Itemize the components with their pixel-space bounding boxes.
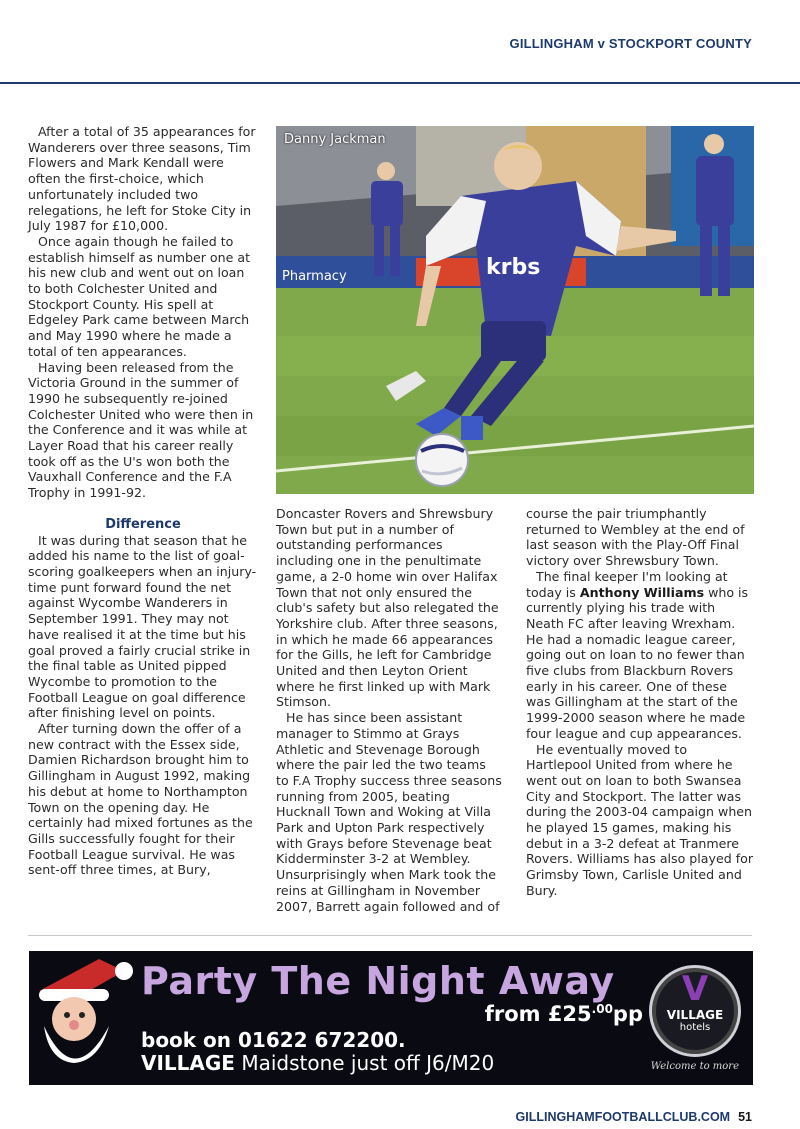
paragraph: Having been released from the Victoria Ground in the summer of 1990 he subsequently re-joined Colchester United who were then in the Conference and it was while at Layer Road that his career really took off as the U's won both the Vauxhall Conference and the F.A Trophy in 1991-92.	[28, 359, 254, 501]
price-pence: .00	[591, 1002, 613, 1016]
paragraph: After a total of 35 appearances for Wanderers over three seasons, Tim Flowers and Mark Kendall were often the first-choice, which unfortunately included two relegations, he left for Stoke City in July 1987 for £10,000.	[28, 124, 256, 234]
ad-phone: book on 01622 672200.	[141, 1028, 406, 1052]
paragraph: He eventually moved to Hartlepool United from where he went out on loan to both Swansea City and Stockport. The latter was during the 2003-04 campaign when he played 15 games, making his debut in a 3-2 defeat at Tranmere Rovers. Williams has also played for Grimsby Town, Carlisle United and Bury.	[526, 741, 754, 898]
page-footer	[516, 1110, 752, 1124]
match-photo	[276, 126, 754, 494]
paragraph	[526, 569, 754, 742]
ad-tagline: Welcome to more	[650, 1061, 739, 1072]
page-number: 51	[738, 1110, 752, 1124]
paragraph: course the pair triumphantly returned to Wembley at the end of last season with the Play-Off Final victory over Shrewsbury Town.	[526, 506, 745, 569]
advertisement-banner	[29, 951, 753, 1085]
logo-name: VILLAGE	[666, 1008, 724, 1022]
ad-location	[141, 1051, 494, 1075]
header-rule	[0, 82, 800, 84]
paragraph: After turning down the offer of a new contract with the Essex side, Damien Richardson brought him to Gillingham in August 1992, making his debut at home to Northampton Town on the opening day. He certainly had mixed fortunes as the Gills successfully fought for their Football League survival. He was sent-off three times, at Bury,	[28, 721, 253, 878]
article-column-2	[276, 506, 502, 914]
board-text: Pharmacy	[282, 269, 347, 284]
paragraph: Once again though he failed to establish himself as number one at his new club and went out on loan to both Colchester United and Stockport County. His spell at Edgeley Park came between March and May 1990 where he made a total of ten appearances.	[28, 233, 251, 359]
football	[416, 434, 468, 486]
village-hotels-logo	[649, 965, 741, 1057]
shirt-sponsor-text: krbs	[486, 255, 541, 280]
ad-brand: VILLAGE	[141, 1051, 235, 1075]
logo-v: V	[681, 969, 709, 1009]
photo-illustration	[276, 126, 754, 494]
photo-caption: Danny Jackman	[284, 132, 386, 147]
paragraph-text: The final keeper I'm looking at today is	[526, 568, 728, 600]
article-column-3	[526, 506, 754, 899]
footer-site: GILLINGHAMFOOTBALLCLUB.COM	[515, 1110, 731, 1124]
price-prefix: from £25	[484, 1002, 592, 1026]
paragraph: Doncaster Rovers and Shrewsbury Town but put in a number of outstanding performances including one in the penultimate game, a 2-0 home win over Halifax Town that not only ensured the club's safety but also relegated the Yorkshire club. After three seasons, in which he made 66 appearances for the Gills, he left for Cambridge United and then Leyton Orient where he first linked up with Mark Stimson.	[276, 506, 499, 710]
logo-sub: hotels	[679, 1022, 711, 1033]
section-heading: Difference	[105, 516, 181, 532]
article-column-1	[28, 124, 258, 878]
santa-illustration	[29, 951, 139, 1085]
divider	[28, 935, 752, 936]
paragraph: He has since been assistant manager to Stimmo at Grays Athletic and Stevenage Borough where the pair led the two teams to F.A Trophy success three seasons running from 2005, beating Hucknall Town and Woking at Villa Park and Upton Park respectively with Grays before Stevenage beat Kidderminster 3-2 at Wembley. Unsurprisingly when Mark took the reins at Gillingham in November 2007, Barrett again followed and of	[276, 710, 502, 914]
price-suffix: pp	[612, 1002, 643, 1026]
ad-location-text: Maidstone just off J6/M20	[234, 1051, 495, 1075]
ad-price	[485, 1002, 643, 1026]
ad-headline: Party The Night Away	[141, 959, 615, 1003]
paragraph-text: who is currently plying his trade with Neath FC after leaving Wrexham. He had a nomadic league career, going out on loan to no fewer than five clubs from Blackburn Rovers early in his career. One of these was Gillingham at the start of the 1999-2000 season where he made four league and cup appearances.	[526, 584, 749, 741]
player-name: Anthony Williams	[579, 584, 705, 600]
paragraph: It was during that season that he added his name to the list of goal-scoring goalkeepers when an injury-time punt forward found the net against Wycombe Wanderers in September 1991. They may not have realised it at the time but his goal proved a fairly crucial strike in the final table as United pipped Wycombe to promotion to the Football League on goal difference after finishing level on points.	[28, 532, 257, 721]
page-header-title: GILLINGHAM v STOCKPORT COUNTY	[509, 36, 752, 51]
